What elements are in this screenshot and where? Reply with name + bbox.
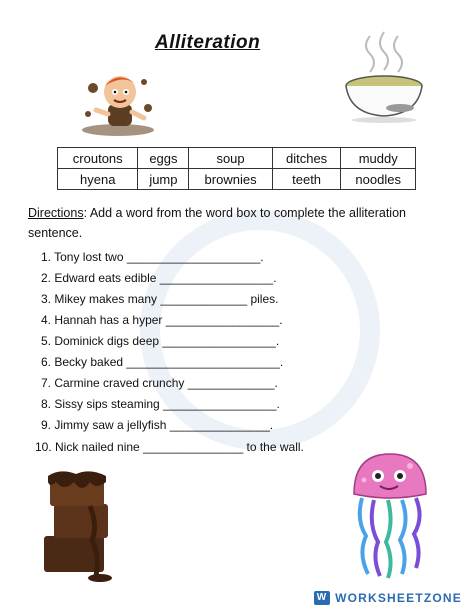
word-cell: croutons — [58, 148, 138, 169]
word-cell: teeth — [272, 169, 341, 190]
question-item: 5. Dominick digs deep _________________. — [41, 334, 280, 348]
question-item: 10. Nick nailed nine _______________ to the wall. — [35, 440, 304, 454]
word-box — [57, 147, 416, 190]
soup-bowl-illustration — [340, 28, 428, 124]
directions-body: : Add a word from the word box to complete the alliteration sentence. — [28, 206, 406, 240]
word-box-row — [58, 169, 416, 190]
question-item: 8. Sissy sips steaming _________________. — [41, 397, 280, 411]
word-cell: hyena — [58, 169, 138, 190]
word-cell: muddy — [341, 148, 416, 169]
brand-logo-icon: W — [314, 591, 330, 605]
footer-brand — [314, 591, 462, 605]
brand-name: WORKSHEETZONE — [335, 591, 462, 605]
question-item: 2. Edward eats edible _________________. — [41, 271, 277, 285]
question-item: 1. Tony lost two ____________________. — [41, 250, 264, 264]
jellyfish-illustration — [340, 450, 440, 582]
word-cell: ditches — [272, 148, 341, 169]
word-cell: jump — [138, 169, 189, 190]
word-cell: brownies — [189, 169, 272, 190]
question-item: 9. Jimmy saw a jellyfish _______________. — [41, 418, 274, 432]
muddy-boy-illustration — [78, 70, 160, 138]
question-item: 3. Mikey makes many _____________ piles. — [41, 292, 279, 306]
word-box-row — [58, 148, 416, 169]
word-cell: soup — [189, 148, 272, 169]
question-item: 6. Becky baked _______________________. — [41, 355, 284, 369]
brownie-illustration — [30, 466, 126, 586]
word-cell: eggs — [138, 148, 189, 169]
worksheet-title: Alliteration — [155, 32, 261, 53]
question-item: 4. Hannah has a hyper _________________. — [41, 313, 283, 327]
directions-label: Directions — [28, 206, 84, 220]
directions-text — [28, 203, 448, 243]
word-cell: noodles — [341, 169, 416, 190]
question-item: 7. Carmine craved crunchy _____________. — [41, 376, 278, 390]
